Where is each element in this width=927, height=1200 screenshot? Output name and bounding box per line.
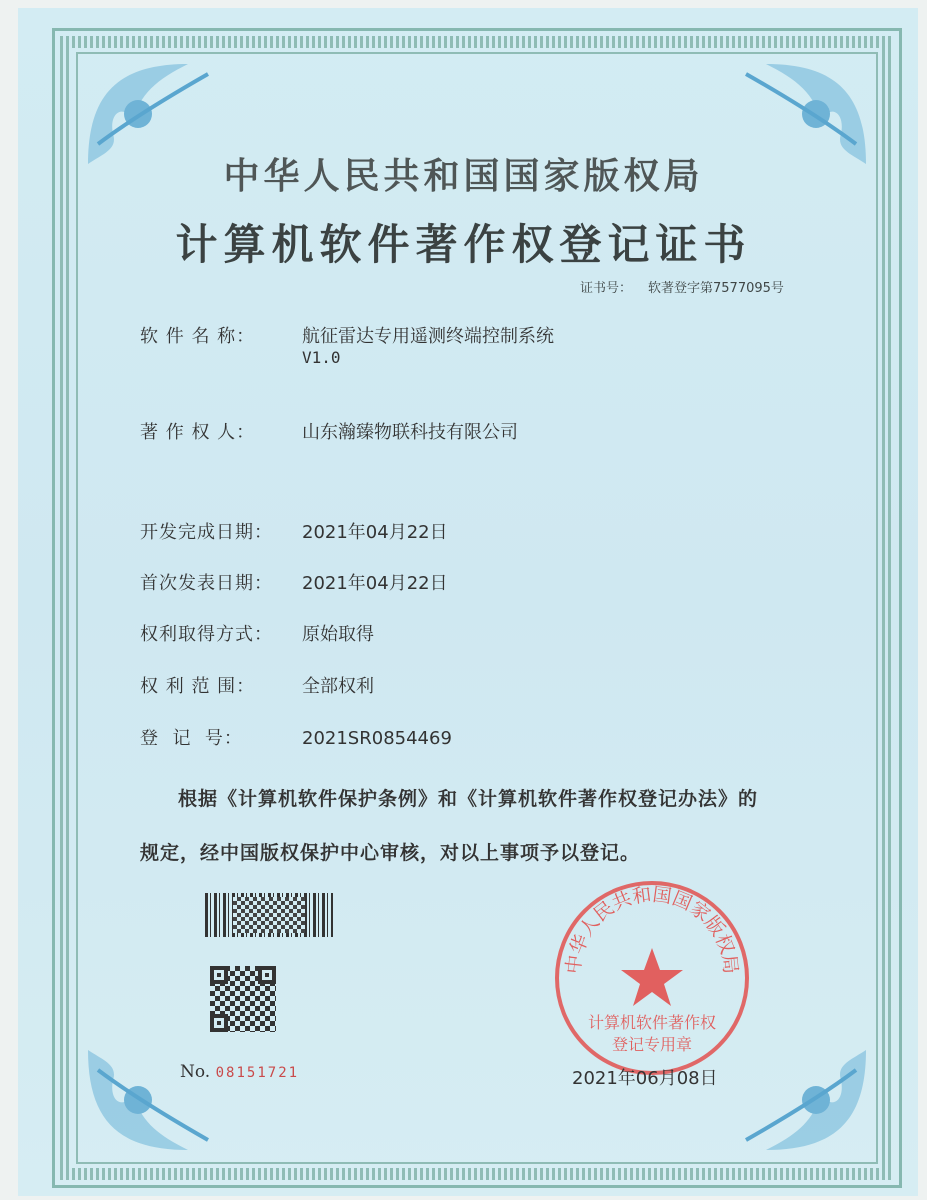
registration-no-label: 登 记 号： <box>140 728 243 749</box>
issue-date: 2021年06月08日 <box>572 1068 718 1089</box>
field-acquisition-method <box>140 620 374 646</box>
seal-star-icon <box>621 948 683 1006</box>
software-version: V1.0 <box>302 348 341 367</box>
rights-scope-value: 全部权利 <box>302 676 374 697</box>
certificate-number-label: 证书号： <box>580 281 633 296</box>
software-name-label: 软 件 名 称： <box>140 326 256 347</box>
certificate-number-value: 软著登字第7577095号 <box>648 281 784 296</box>
field-rights-scope <box>140 672 374 698</box>
qr-code <box>210 966 276 1032</box>
seal-inner-line1: 计算机软件著作权 <box>587 1013 717 1032</box>
official-seal <box>552 878 752 1078</box>
barcode <box>205 893 333 937</box>
dev-complete-date-value: 2021年04月22日 <box>302 522 448 543</box>
serial-number-value: 08151721 <box>215 1065 300 1081</box>
certificate-number <box>580 277 784 296</box>
field-software-name <box>140 322 554 348</box>
first-publish-date-label: 首次发表日期： <box>140 573 273 594</box>
copyright-holder-value: 山东瀚臻物联科技有限公司 <box>302 422 518 443</box>
acquisition-method-label: 权利取得方式： <box>140 624 273 645</box>
certificate-title: 计算机软件著作权登记证书 <box>175 220 752 269</box>
serial-number <box>180 1062 299 1082</box>
software-name-value: 航征雷达专用遥测终端控制系统 <box>302 326 554 347</box>
seal-inner-line2: 登记专用章 <box>611 1035 693 1054</box>
body-text-line2: 规定，经中国版权保护中心审核，对以上事项予以登记。 <box>140 842 641 864</box>
acquisition-method-value: 原始取得 <box>302 624 374 645</box>
field-copyright-holder <box>140 418 518 444</box>
serial-number-label: No. <box>180 1062 211 1082</box>
ornament-corner-bottom-left <box>78 1040 228 1160</box>
field-registration-no <box>140 724 452 750</box>
field-dev-complete-date <box>140 518 448 544</box>
issuer-title: 中华人民共和国国家版权局 <box>223 155 704 197</box>
first-publish-date-value: 2021年04月22日 <box>302 573 448 594</box>
dev-complete-date-label: 开发完成日期： <box>140 522 273 543</box>
rights-scope-label: 权 利 范 围： <box>140 676 256 697</box>
body-text-line1: 根据《计算机软件保护条例》和《计算机软件著作权登记办法》的 <box>178 788 759 810</box>
registration-no-value: 2021SR0854469 <box>302 728 452 749</box>
field-first-publish-date <box>140 569 448 595</box>
seal-outer-text: 中华人民共和国国家版权局 <box>562 883 742 976</box>
copyright-holder-label: 著 作 权 人： <box>140 422 256 443</box>
